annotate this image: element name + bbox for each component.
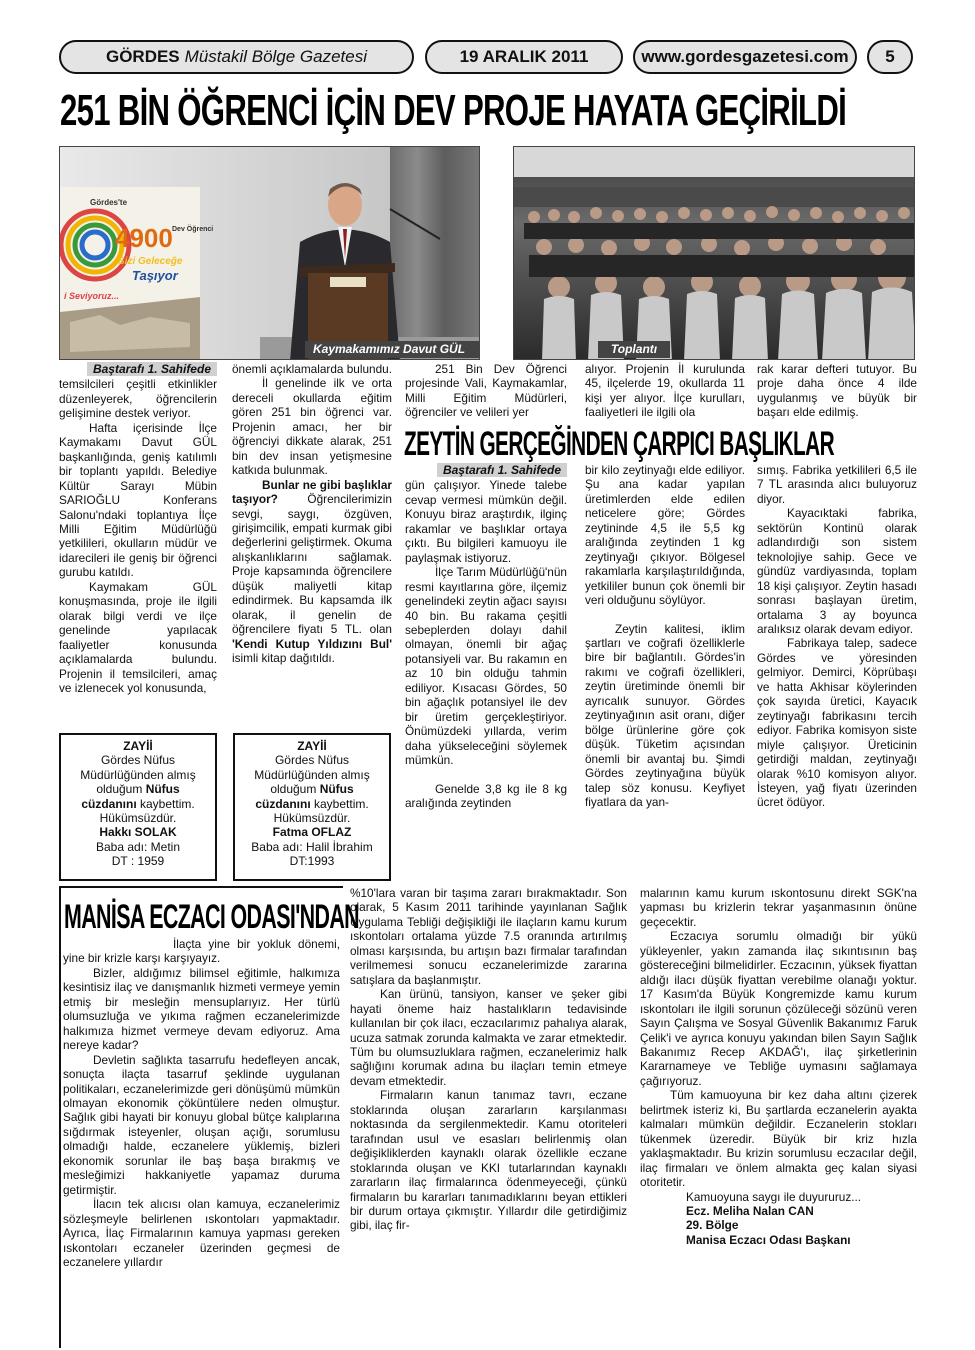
paper-name-pill [59,40,414,74]
ad-line-bold: cüzdanını [255,796,311,811]
article1-col3 [405,362,567,422]
article3-paragraph: Devletin sağlıkta tasarrufu hedefleyen ancak, sonuçta ilaçta tasarruf şeklinde uygulanan politikaları, eczanelerimizde geri dönüşümü mümkün olmayan ekonomik çöküntülere neden olmuştur. Sağlık gibi hayati bir konuyu global bütçe kalıplarına sığdırmak isteyenler, oluşan açığı, sorumlusu olmadığı halde, eczanelere yüklemiş, bizleri ekonomik sorunlar ile baş başa bırakmış ve mesleğimizi hakkaniyetle yapamaz duruma getirmiştir. [63,1052,340,1197]
ad-line: Gördes Nüfus [274,753,350,768]
ad-line: kaybettim. [314,796,369,811]
article3-col1 [63,937,340,1342]
article2-headline: ZEYTİN GERÇEĞİNDEN ÇARPICI BAŞLIKLAR [404,425,834,463]
date-pill [425,40,623,74]
lost-id-ad-1 [59,733,217,881]
ad-line: Hükümsüzdür. [99,811,177,826]
article3-paragraph: İlacın tek alıcısı olan kamuya, eczanelerimiz sözleşmeyle belirlenen ıskontoları yapmaktadır. Ayrıca, İlaç Firmalarının kamuya yapması gereken ıskontoları eczaneler üzerinden geçmesi de eczanelere yıllardır [63,1197,340,1269]
ad-name: Hakkı SOLAK [99,825,177,840]
article3-paragraph: Eczacıya sorumlu olmadığı bir yükü yükleyenler, yakın zamanda ilaç sıkıntısının baş göstereceğini bilmelidirler. Eczacının, yüksek fiyattan aldığı ilacı düşük fiyattan verebilme olanağı yoktur. 17 Kasım'da Büyük Kongremizde kamu kurum ıskontoları ile ilgili sorunun çözüleceği sözünü veren Sayın Çalışma ve Sosyal Güvenlik Bakanımız Faruk Çelik'i ve ayrıca konuyu yakından bilen Sayın Sağlık Bakanımız Recep AKDAĞ'ı, ilaç şirketlerinin Kararnameye ve Tebliğe uymasını sağlamaya çağırıyoruz. [640,929,917,1088]
photo-kaymakam-caption: Kaymakamımız Davut GÜL [305,341,480,358]
ad-birth: DT:1993 [289,854,335,869]
article2-col2 [585,463,745,878]
article1-paragraph: Hafta içerisinde İlçe Kaymakamı Davut GÜL başkanlığında, geniş katılımlı bir toplantı yapıldı. Belediye Kültür Sarayı Mübin SARIOĞLU Konferans Salonu'ndaki toplantıya İlçe Milli Eğitim Müdürlüğü yetkilileri, okulların müdür ve idarecileri ile geniş bir öğrenci gurubu katıldı. [59,420,217,580]
article2-paragraph: Zeytin kalitesi, iklim şartları ve coğrafi özelliklerle bire bir bağlantılı. Gördes'in rakımı ve coğrafi özellikleri, zeytin üretiminde önemli bir ayrıcalık sunuyor. Gördes zeytinyağının asit oranı, diğer bölge ürünlerine göre çok düşük. Tüketim açısından önemli bir avantaj bu. Şimdi Gördes zeytinyağına büyük talep söz konusu. Keyfiyet fiyatlara da yan- [585,621,745,809]
issue-date: 19 ARALIK 2011 [459,47,589,66]
ad-birth: DT : 1959 [111,854,165,869]
ad-line-bold: Nüfus [319,782,354,797]
article3-signature-region: 29. Bölge [686,1218,739,1233]
ad-title: ZAYİİ [297,739,327,753]
article2-paragraph: sımış. Fabrika yetkilileri 6,5 ile 7 TL arasında alıcı buluyoruz diyor. [757,463,917,506]
poster-number-label: Dev Öğrenci [172,226,214,233]
article1-col1 [59,362,217,732]
article3-col2 [350,886,627,1344]
article1-col5 [757,362,917,422]
article2-paragraph: İlçe Tarım Müdürlüğü'nün resmi kayıtlarına göre, ilçemiz genelindeki zeytin ağacı sayısı 40 bin. Bu rakama çeşitli sebeplerden dolayı dahil olmayan, önemli bir ağaç potansiyeli var. Bu rakamın en az 10 bin olduğu tahmin ediliyor. Kısacası Gördes, 50 bin ağaçlık potansiyel ile dev bir üretim gerçekleştiriyor. Önümüzdeki yıllarda, verim daha yükseleceğini söylemek mümkün. [405,565,567,768]
article1-paragraph: Kaymakam GÜL konuşmasında, proje ile ilgili olarak bilgi verdi ve ilçe genelinde yapılacak faaliyetler konusunda açıklamalarda bulundu. Projenin il temsilcileri, amaç ve izlenecek yol konusunda, [59,579,217,695]
paper-name-bold: GÖRDES [105,47,180,66]
website-link[interactable]: www.gordesgazetesi.com [641,47,849,66]
ad-line: olduğum [270,782,317,797]
article1-continued-tag: Baştarafı 1. Sahifede [87,362,217,376]
article1-paragraph: rak karar defteri tutuyor. Bu proje daha önce 4 ilde uygulanmış ve büyük bir başarı elde edilmiş. [757,362,917,420]
article2-paragraph: Genelde 3,8 kg ile 8 kg aralığında zeytinden [405,781,567,810]
photo-meeting-caption: Toplantı [598,341,670,358]
ad-line: Hükümsüzdür. [273,811,351,826]
poster-slogan2: Taşıyor [132,268,178,283]
page-number: 5 [885,47,895,66]
ad-line: Gördes Nüfus [100,753,176,768]
ad-father: Baba adı: Metin [95,839,181,854]
ad-line-bold: Nüfus [145,782,180,797]
article2-col1 [405,463,567,878]
article1-subhead: Bunlar ne gibi başlıklar taşıyor? [232,477,392,507]
photo-meeting [513,146,915,360]
article1-paragraph: temsilcileri çeşitli etkinlikler düzenleyerek, öğrencilerin gelişimine destek veriyor. [59,377,217,421]
article3-paragraph: %10'lara varan bir taşıma zararı bırakmaktadır. Son olarak, 5 Kasım 2011 tarihinde yayınlanan Sağlık Uygulama Tebliği değişikliği ile ilaçların kamu kurum ıskontoları ortalama yüzde 7.5 oranında artırılmış olması karşısında, bu artışın bazı firmalar tarafından verilmemesi sonucu eczanelerimizde zararına satışlara da başlanmıştır. [350,886,627,987]
article3-signature-name: Ecz. Meliha Nalan CAN [686,1203,814,1218]
poster-line1: Gördes'te [90,198,128,207]
article2-paragraph: Fabrikaya talep, sadece Gördes ve yöresinden gelmiyor. Demirci, Köprübaşı ve hatta Akhisar köylerinden çok sayıda üretici, Kayacık zeytinyağı fabrikasını tercih ediyor. Fabrika komisyon siste miyle çalışıyor. Üreticinin getirdiği maldan, zeytinyağı olarak %10 komisyon alıyor. İsteyen, yağ fiyatı üzerinden ücret ödüyor. [757,636,917,810]
ad-line: kaybettim. [140,796,195,811]
ad-line: Müdürlüğünden almış [80,767,196,782]
article3-signature-title: Manisa Eczacı Odası Başkanı [686,1232,851,1247]
page-number-pill [867,40,913,74]
article1-paragraph: İl genelinde ilk ve orta dereceli okullarda eğitim gören 251 bin öğrenci var. Projenin amacı, her bir öğrenciyi dikkate alarak, 251 bin dev insan yetişmesine katkıda bulunmak. [232,376,392,478]
article3-paragraph: Kan ürünü, tansiyon, kanser ve şeker gibi hayati öneme haiz hastalıkların tedavisinde kullanılan bir çok ilacı, eczacılarımız pahalıya alarak, ucuza satmak zorunda kalmakta ve zarar etmektedir. Tüm bu olumsuzluklara rağmen, eczanelerimiz halk sağlığını korumak adına bu ilaçları temin etmeye devam etmektedir. [350,987,627,1088]
ad-father: Baba adı: Halil İbrahim [251,839,373,854]
article1-paragraph: 251 Bin Dev Öğrenci projesinde Vali, Kaymakamlar, Milli Eğitim Müdürleri, öğrenciler ve velileri yer [405,362,567,420]
article3-paragraph: Firmaların kanun tanımaz tavrı, eczane stoklarında oluşan zararların karşılanması noktasında da sergilenmektedir. Kamu otoriteleri tarafından usul ve esasları belirlenmiş olan değişikliklerden kaynaklı olarak özellikle eczane stoklarında oluşan ve KKI tutarlarından kaynaklı zararların ilaç firmalarınca ödenmeyeceği, çünkü firmaların bu kararları tanımadıklarını beyan ettikleri bir durum ortaya çıkmıştır. Yıllardır dile getirdiğimiz gibi, ilaç fir- [350,1088,627,1233]
ad-line: olduğum [96,782,143,797]
article1-paragraph: alıyor. Projenin İl kurulunda 45, ilçelerde 19, okullarda 11 kişi yer alıyor. İlçe kurulları, faaliyetleri ile ilgili ola [585,362,745,420]
article3-paragraph: Tüm kamuoyuna bir kez daha altını çizerek belirtmek isteriz ki, Bu şartlarda eczanelerin ayakta kalmaları mümkün değildir. Eczanelerin stokları tükenmek üzeredir. Büyük bir kriz hızla yaklaşmaktadır. Bu krizin sorumlusu eczacılar değil, ilaç firmaları ve önlem almakta geç kalan siyasi otoritetir. [640,1088,917,1190]
article3-headline: MANİSA ECZACI ODASI'NDAN [64,898,360,936]
article2-continued-tag: Baştarafı 1. Sahifede [437,463,567,477]
article2-paragraph: bir kilo zeytinyağı elde ediliyor. Şu ana kadar yapılan üretimlerden elde edilen neticelere göre; Gördes zeytininde 4,5 ile 5,5 kg aralığında zeytinden 1 kg zeytinyağı çıkıyor. Bölgesel rakamlarla karşılaştırıldığında, yetkililer bunun çok önemli bir veri olduğunu söylüyor. [585,463,745,608]
main-headline: 251 BİN ÖĞRENCİ İÇİN DEV PROJE HAYATA GEÇİRİLDİ [60,86,847,135]
article1-paragraph: Öğrencilerimizin sevgi, saygı, özgüven, girişimcilik, empati kurmak gibi değerlerini geliştirmek. Okuma alışkanlıklarını sağlamak. Proje kapsamında öğrencilere düşük maliyetli kitap edindirmek. Bu kapsamda ilk olarak, il genelin de öğrencilere fiyatı 5 TL. olan [232,492,392,637]
ad-name: Fatma OFLAZ [272,825,352,840]
poster-number: 4900 [115,223,173,253]
article3-col3 [640,886,917,1344]
ad-line: Müdürlüğünden almış [254,767,370,782]
website-pill[interactable] [633,40,857,74]
photo-meeting-image [514,147,915,360]
article3-closing: Kamuoyuna saygı ile duyururuz... [686,1189,862,1204]
poster-slogan1: Sizi Geleceğe [118,256,183,267]
article3-paragraph: Bizler, aldığımız bilimsel eğitimle, halkımıza kesintisiz ilaç ve danışmanlık hizmeti vermeye yemin etmiş bir mesleğin mensuplarıyız. Her türlü olumsuzluğa ve yıkıma rağmen eczanelerimizde halkımıza hizmet vermeye devam ediyoruz. Ama nereye kadar? [63,965,340,1053]
article3-paragraph: İlaçta yine bir yokluk dönemi, yine bir krizle karşı karşıyayız. [63,937,340,966]
article1-book-title: 'Kendi Kutup Yıldızını Bul' [232,636,392,651]
ad-line-bold: cüzdanını [81,796,137,811]
article2-col3 [757,463,917,878]
article2-paragraph: Kayacıktaki fabrika, sektörün Kontinü olarak adlandırdığı son sistem teknolojiye sahip. Gece ve gündüz vardiyasında, toplam 18 kişi çalışıyor. Zeytin hasadı sonrası başlayan üretim, ortalama 3 ay boyunca aralıksız olarak devam ediyor. [757,506,917,636]
lost-id-ad-2 [233,733,391,881]
photo-kaymakam [59,146,480,360]
article1-col4 [585,362,745,422]
poster-footer: i Seviyoruz... [64,291,120,301]
ad-title: ZAYİİ [123,739,153,753]
article1-paragraph: önemli açıklamalarda bulundu. [232,362,392,376]
article2-paragraph: gün çalışıyor. Yinede talebe cevap vermesi mümkün değil. Konuyu biraz araştırdık, ilginç rakamlar ve başlıklar ortaya çıktı. Bu bilgileri kamuoyu ile paylaşmak istiyoruz. [405,478,567,565]
photo-kaymakam-image [60,147,480,360]
article1-paragraph: isimli kitap dağıtıldı. [232,651,335,666]
paper-name-subtitle: Müstakil Bölge Gazetesi [184,47,368,66]
article1-col2 [232,362,392,732]
article3-paragraph: malarının kamu kurum ıskontosunu direkt SGK'na yapması bu krizlerin tekrar yaşanmasının önüne geçecektir. [640,886,917,929]
